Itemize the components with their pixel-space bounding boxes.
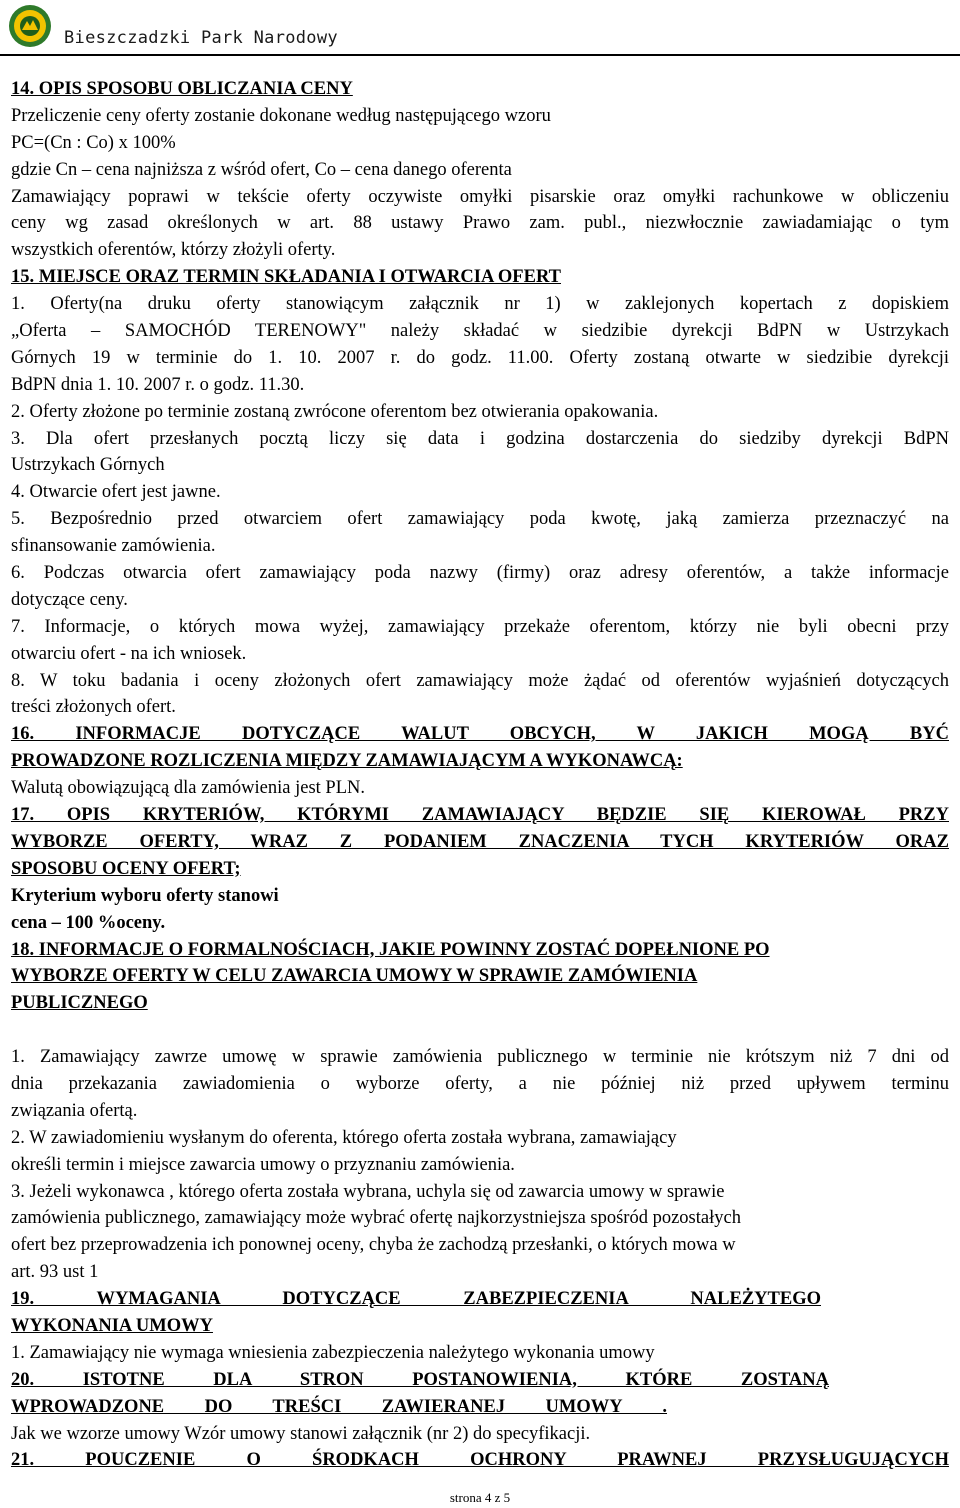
text-line: Walutą obowiązującą dla zamówienia jest PLN. <box>11 778 365 799</box>
text-line: 4. Otwarcie ofert jest jawne. <box>11 482 221 503</box>
section-heading-line: WYBORZE OFERTY, WRAZ Z PODANIEM ZNACZENIA TYCH KRYTERIÓW ORAZ <box>11 831 949 852</box>
text-line: 2. Oferty złożone po terminie zostaną zwrócone oferentom bez otwierania opakowania. <box>11 401 659 422</box>
text-line: 3. Dla ofert przesłanych pocztą liczy się data i godzina dostarczenia do siedziby dyrekcji BdPN <box>11 428 949 449</box>
section-heading-line: SPOSOBU OCENY OFERT; <box>11 858 241 879</box>
text-line: otwarciu ofert - na ich wniosek. <box>11 643 247 664</box>
section-heading-line: cena – 100 %oceny. <box>11 912 166 933</box>
section-heading-line: 21. POUCZENIE O ŚRODKACH OCHRONY PRAWNEJ PRZYSŁUGUJĄCYCH <box>11 1450 949 1471</box>
text-line: 1. Zamawiający zawrze umowę w sprawie zamówienia publicznego w terminie nie krótszym niż 7 dni od <box>11 1047 949 1068</box>
text-line: zamówienia publicznego, zamawiający może wybrać ofertę najkorzystniejsza spośród pozostałych <box>11 1208 741 1229</box>
park-emblem-icon <box>8 4 52 48</box>
section-heading-line: 19. WYMAGANIA DOTYCZĄCE ZABEZPIECZENIA NALEŻYTEGO <box>11 1289 821 1310</box>
blank-line <box>11 1017 949 1044</box>
document-body <box>11 76 949 1474</box>
text-line: art. 93 ust 1 <box>11 1262 99 1283</box>
text-line: dnia przekazania zawiadomienia o wyborze oferty, a nie później niż przed upływem terminu <box>11 1073 949 1094</box>
page-header <box>0 0 960 54</box>
header-divider <box>0 54 960 56</box>
text-line: Górnych 19 w terminie do 1. 10. 2007 r. do godz. 11.00. Oferty zostaną otwarte w siedzibie dyrekcji <box>11 347 949 368</box>
organization-name: Bieszczadzki Park Narodowy <box>64 28 338 48</box>
text-line: ceny wg zasad określonych w art. 88 ustawy Prawo zam. publ., niezwłocznie zawiadamiając o tym <box>11 213 949 234</box>
section-heading-line: WPROWADZONE DO TREŚCI ZAWIERANEJ UMOWY . <box>11 1396 667 1417</box>
page-number: strona 4 z 5 <box>449 1490 511 1505</box>
section-heading-line: 14. OPIS SPOSOBU OBLICZANIA CENY <box>11 79 353 99</box>
section-heading-line: Kryterium wyboru oferty stanowi <box>11 885 279 906</box>
section-heading-line: 17. OPIS KRYTERIÓW, KTÓRYMI ZAMAWIAJĄCY BĘDZIE SIĘ KIEROWAŁ PRZY <box>11 805 949 826</box>
text-line: 7. Informacje, o których mowa wyżej, zamawiający przekaże oferentom, którzy nie byli obecni przy <box>11 616 949 637</box>
text-line: treści złożonych ofert. <box>11 697 176 718</box>
text-line: wszystkich oferentów, którzy złożyli oferty. <box>11 240 336 261</box>
text-line: 3. Jeżeli wykonawca , którego oferta została wybrana, uchyla się od zawarcia umowy w sprawie <box>11 1181 725 1202</box>
section-heading-line: PUBLICZNEGO <box>11 993 148 1014</box>
text-line: ofert bez przeprowadzenia ich ponownej oceny, chyba że zachodzą przesłanki, o których mowa w <box>11 1235 736 1256</box>
text-line: 1. Zamawiający nie wymaga wniesienia zabezpieczenia należytego wykonania umowy <box>11 1342 655 1363</box>
text-line: 2. W zawiadomieniu wysłanym do oferenta, którego oferta została wybrana, zamawiający <box>11 1127 677 1148</box>
text-line: określi termin i miejsce zawarcia umowy o przyznaniu zamówienia. <box>11 1154 515 1175</box>
text-line: Ustrzykach Górnych <box>11 455 165 476</box>
text-line: „Oferta – SAMOCHÓD TERENOWY" należy składać w siedzibie dyrekcji BdPN w Ustrzykach <box>11 321 949 342</box>
text-line: PC=(Cn : Co) x 100% <box>11 132 176 153</box>
text-line: 1. Oferty(na druku oferty stanowiącym załącznik nr 1) w zaklejonych kopertach z dopiskiem <box>11 294 949 315</box>
text-line: Przeliczenie ceny oferty zostanie dokonane według następującego wzoru <box>11 105 551 126</box>
section-heading-line: 18. INFORMACJE O FORMALNOŚCIACH, JAKIE POWINNY ZOSTAĆ DOPEŁNIONE PO <box>11 939 770 960</box>
section-heading-line: 20. ISTOTNE DLA STRON POSTANOWIENIA, KTÓRE ZOSTANĄ <box>11 1369 829 1390</box>
text-line: dotyczące ceny. <box>11 589 128 610</box>
section-heading-line: 16. INFORMACJE DOTYCZĄCE WALUT OBCYCH, W JAKICH MOGĄ BYĆ <box>11 724 949 745</box>
section-heading-line: WYKONANIA UMOWY <box>11 1315 213 1336</box>
text-line: związania ofertą. <box>11 1100 138 1121</box>
text-line: 5. Bezpośrednio przed otwarciem ofert zamawiający poda kwotę, jaką zamierza przeznaczyć na <box>11 509 949 530</box>
text-line: 8. W toku badania i oceny złożonych ofert zamawiający może żądać od oferentów wyjaśnień dotyczących <box>11 670 949 691</box>
text-line: BdPN dnia 1. 10. 2007 r. o godz. 11.30. <box>11 374 305 395</box>
section-heading-line: 15. MIEJSCE ORAZ TERMIN SKŁADANIA I OTWARCIA OFERT <box>11 267 561 288</box>
text-line: Jak we wzorze umowy Wzór umowy stanowi załącznik (nr 2) do specyfikacji. <box>11 1423 591 1444</box>
text-line: Zamawiający poprawi w tekście oferty oczywiste omyłki pisarskie oraz omyłki rachunkowe w obliczeniu <box>11 186 949 207</box>
section-heading-line: WYBORZE OFERTY W CELU ZAWARCIA UMOWY W SPRAWIE ZAMÓWIENIA <box>11 966 698 987</box>
text-line: sfinansowanie zamówienia. <box>11 536 216 557</box>
text-line: gdzie Cn – cena najniższa z wśród ofert, Co – cena danego oferenta <box>11 159 512 180</box>
section-heading-line: PROWADZONE ROZLICZENIA MIĘDZY ZAMAWIAJĄCYM A WYKONAWCĄ: <box>11 751 683 772</box>
text-line: 6. Podczas otwarcia ofert zamawiający poda nazwy (firmy) oraz adresy oferentów, a także informacje <box>11 563 949 584</box>
